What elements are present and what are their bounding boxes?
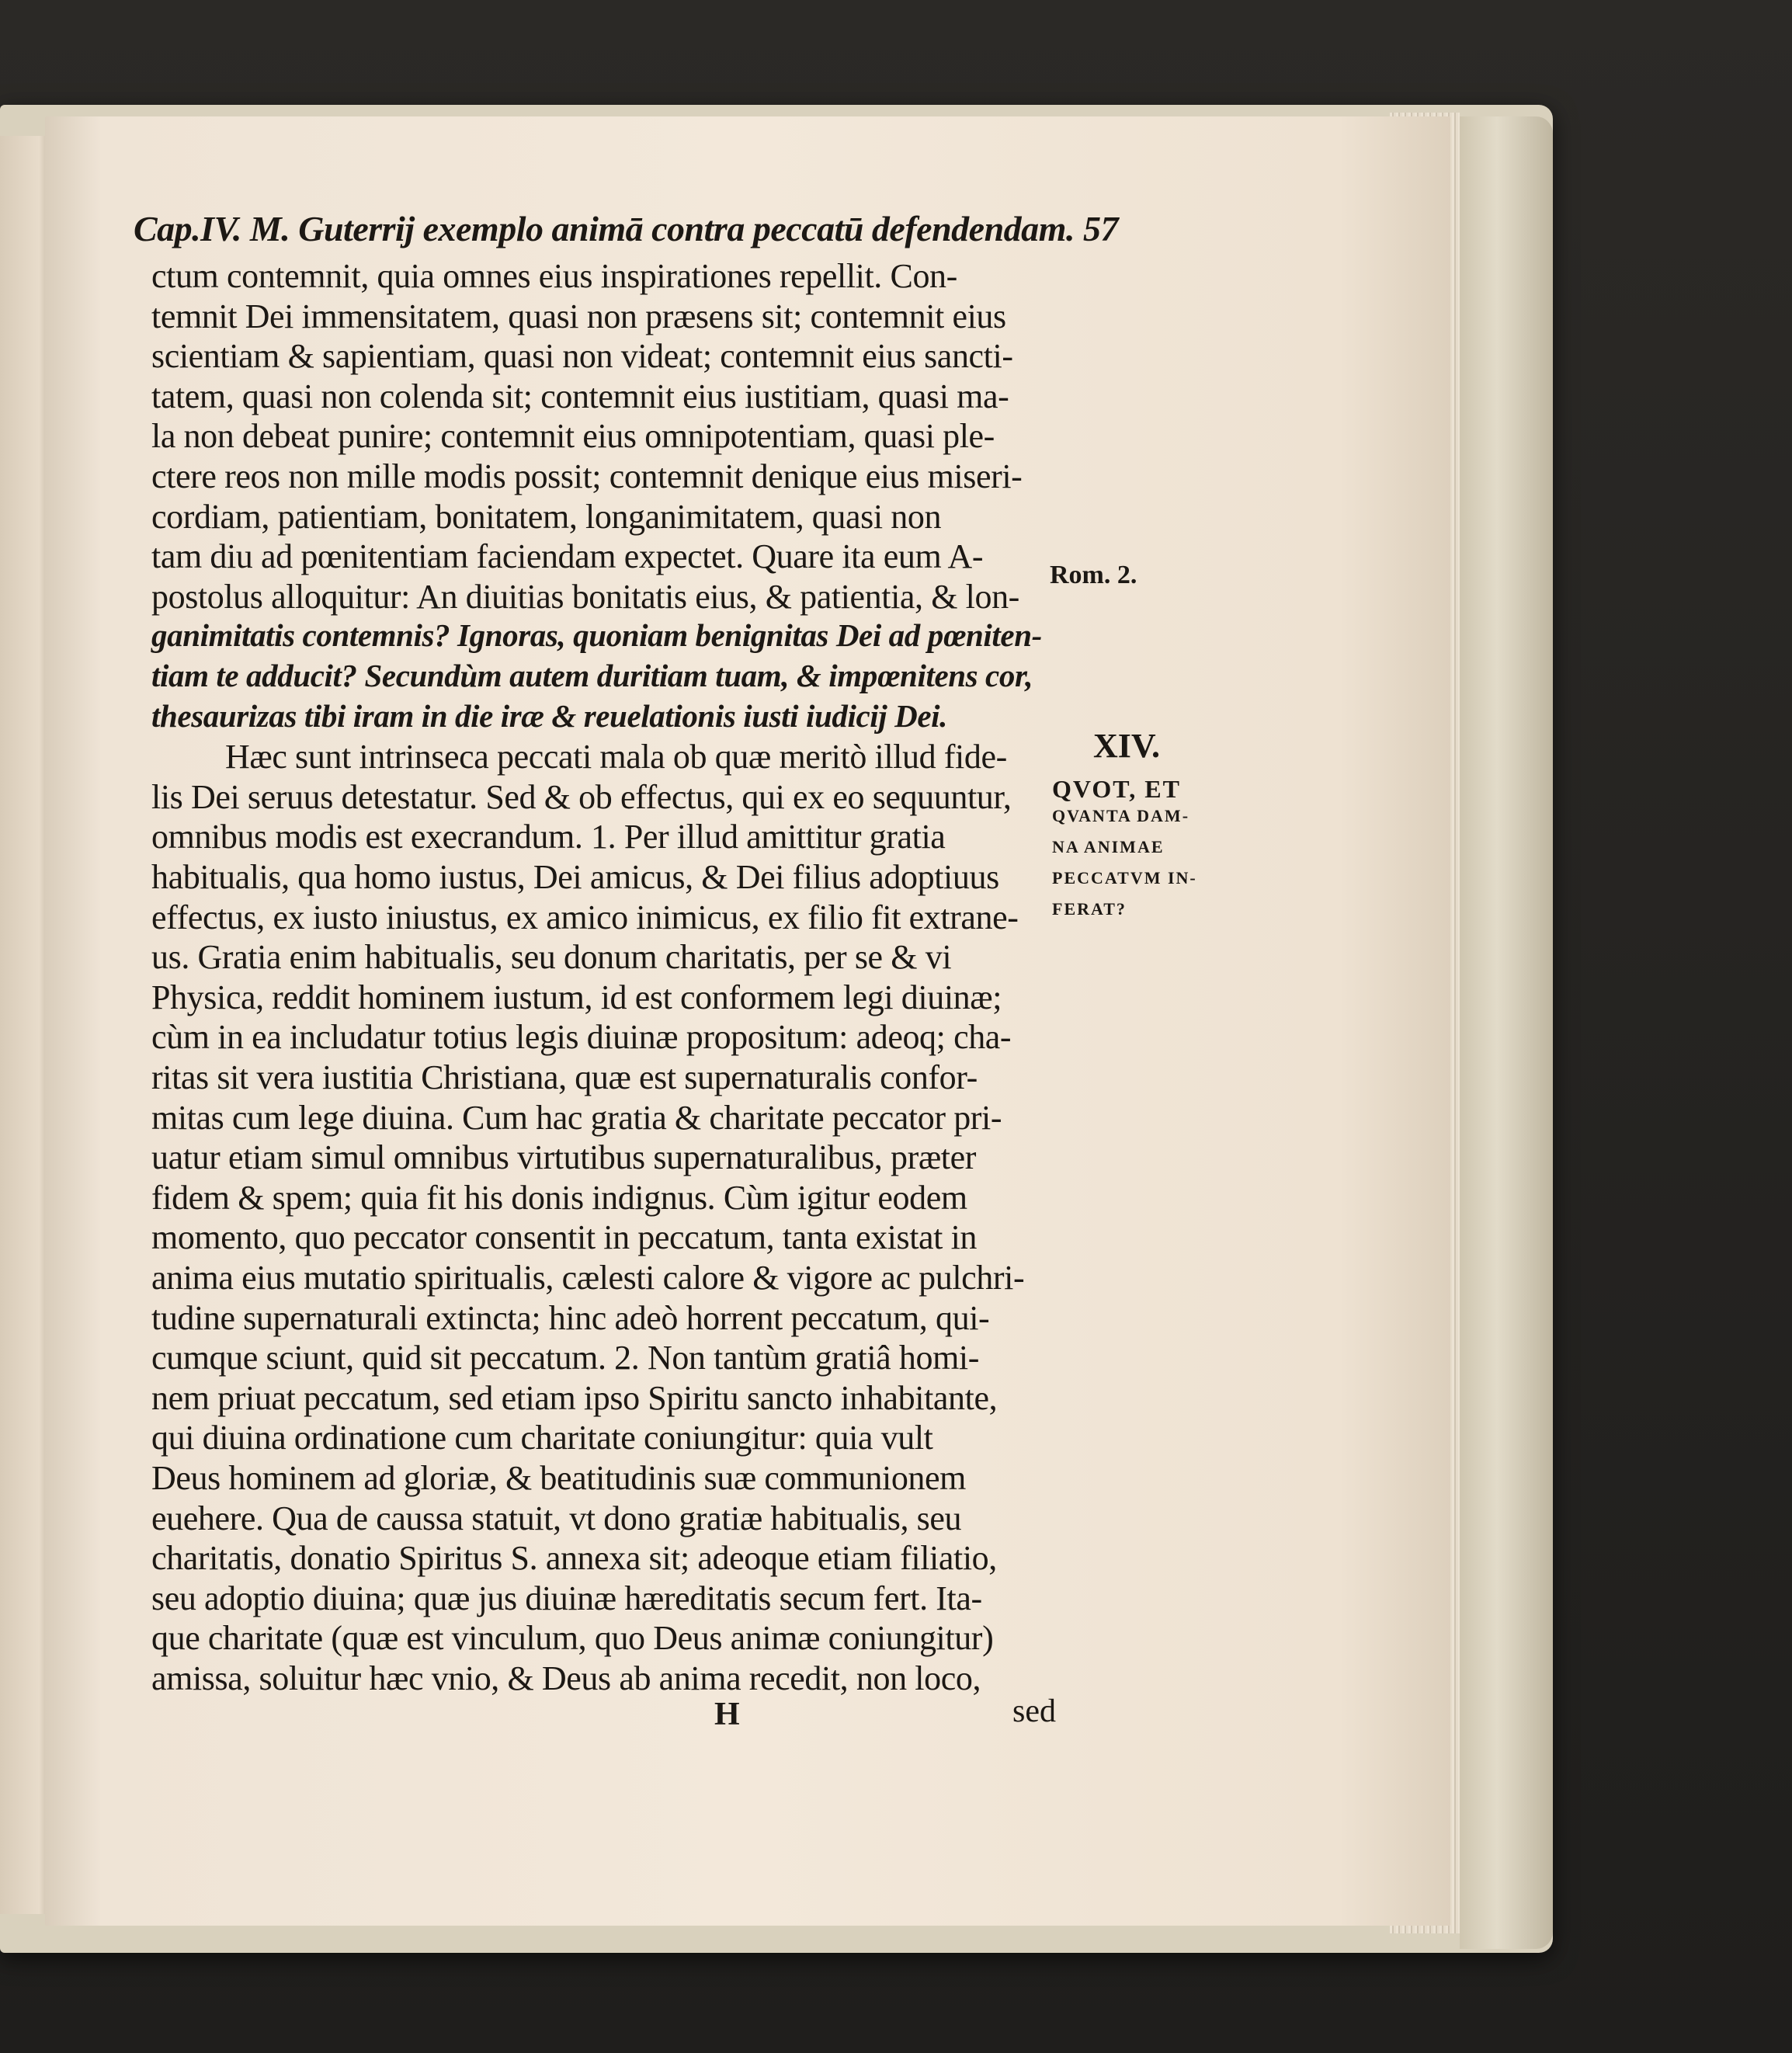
book-cover-edge [1460, 116, 1553, 1949]
margin-note-line: QVOT, ET [1052, 775, 1181, 803]
body-line: ctere reos non mille modis possit; contemnit denique eius miseri- [151, 457, 1023, 495]
body-line: seu adoptio diuina; quæ jus diuinæ hæreditatis secum fert. Ita- [151, 1579, 982, 1617]
body-line: thesaurizas tibi iram in die iræ & reuelationis iusti iudicij Dei. [151, 697, 947, 734]
body-line: us. Gratia enim habitualis, seu donum charitatis, per se & vi [151, 938, 952, 977]
section-number: XIV. [1093, 727, 1161, 765]
body-line: omnibus modis est execrandum. 1. Per illud amittitur gratia [151, 818, 946, 856]
body-line: uatur etiam simul omnibus virtutibus supernaturalibus, præter [151, 1138, 977, 1177]
body-line: ritas sit vera iustitia Christiana, quæ est supernaturalis confor- [151, 1058, 978, 1096]
body-line: fidem & spem; quia fit his donis indignus. Cùm igitur eodem [151, 1178, 967, 1217]
body-line: Deus hominem ad gloriæ, & beatitudinis suæ communionem [151, 1459, 966, 1497]
body-line: tiam te adducit? Secundùm autem duritiam tuam, & impœnitens cor, [151, 658, 1033, 693]
body-line: tam diu ad pœnitentiam faciendam expectet. Quare ita eum A- [151, 537, 984, 576]
body-line: scientiam & sapientiam, quasi non videat; contemnit eius sancti- [151, 337, 1013, 376]
body-line: cùm in ea includatur totius legis diuinæ propositum: adeoq; cha- [151, 1018, 1012, 1057]
body-line: anima eius mutatio spiritualis, cælesti calore & vigore ac pulchri- [151, 1259, 1025, 1297]
body-line: euehere. Qua de caussa statuit, vt dono gratiæ habitualis, seu [151, 1499, 962, 1537]
body-line: habitualis, qua homo iustus, Dei amicus, & Dei filius adoptiuus [151, 858, 999, 896]
body-line: tudine supernaturali extincta; hinc adeò horrent peccatum, qui- [151, 1298, 990, 1337]
catchword: sed [1012, 1693, 1056, 1729]
body-line: cumque sciunt, quid sit peccatum. 2. Non tantùm gratiâ homi- [151, 1339, 979, 1377]
signature-mark: H [714, 1697, 740, 1732]
body-line: qui diuina ordinatione cum charitate coniungitur: quia vult [151, 1419, 933, 1457]
body-line: mitas cum lege diuina. Cum hac gratia & charitate peccator pri- [151, 1098, 1002, 1137]
body-line: que charitate (quæ est vinculum, quo Deus animæ coniungitur) [151, 1619, 994, 1658]
body-line: Physica, reddit hominem iustum, id est conformem legi diuinæ; [151, 978, 1002, 1016]
body-line: charitatis, donatio Spiritus S. annexa sit; adeoque etiam filiatio, [151, 1539, 997, 1578]
body-line: ganimitatis contemnis? Ignoras, quoniam benignitas Dei ad pœniten- [151, 617, 1042, 654]
body-line: amissa, soluitur hæc vnio, & Deus ab anima recedit, non loco, [151, 1659, 981, 1697]
running-head: Cap.IV. M. Guterrij exemplo animā contra peccatū defendendam. 57 [134, 209, 1118, 248]
margin-note-line: PECCATVM IN- [1052, 868, 1197, 888]
body-line: momento, quo peccator consentit in peccatum, tanta existat in [151, 1218, 978, 1257]
body-line: nem priuat peccatum, sed etiam ipso Spiritu sancto inhabitante, [151, 1378, 998, 1417]
margin-note-line: FERAT? [1052, 899, 1127, 919]
margin-reference: Rom. 2. [1050, 561, 1137, 589]
body-line: temnit Dei immensitatem, quasi non præsens sit; contemnit eius [151, 297, 1006, 335]
body-line: la non debeat punire; contemnit eius omnipotentiam, quasi ple- [151, 417, 995, 456]
body-line: effectus, ex iusto iniustus, ex amico inimicus, ex filio fit extrane- [151, 898, 1019, 936]
margin-note-line: QVANTA DAM- [1052, 806, 1190, 825]
body-line: tatem, quasi non colenda sit; contemnit eius iustitiam, quasi ma- [151, 377, 1009, 415]
body-line: postolus alloquitur: An diuitias bonitatis eius, & patientia, & lon- [151, 577, 1019, 616]
body-line: ctum contemnit, quia omnes eius inspirationes repellit. Con- [151, 257, 957, 295]
body-line: lis Dei seruus detestatur. Sed & ob effectus, qui ex eo sequuntur, [151, 777, 1012, 816]
body-line: Hæc sunt intrinseca peccati mala ob quæ meritò illud fide- [225, 738, 1007, 776]
margin-note-line: NA ANIMAE [1052, 837, 1165, 856]
body-line: cordiam, patientiam, bonitatem, longanimitatem, quasi non [151, 497, 942, 536]
